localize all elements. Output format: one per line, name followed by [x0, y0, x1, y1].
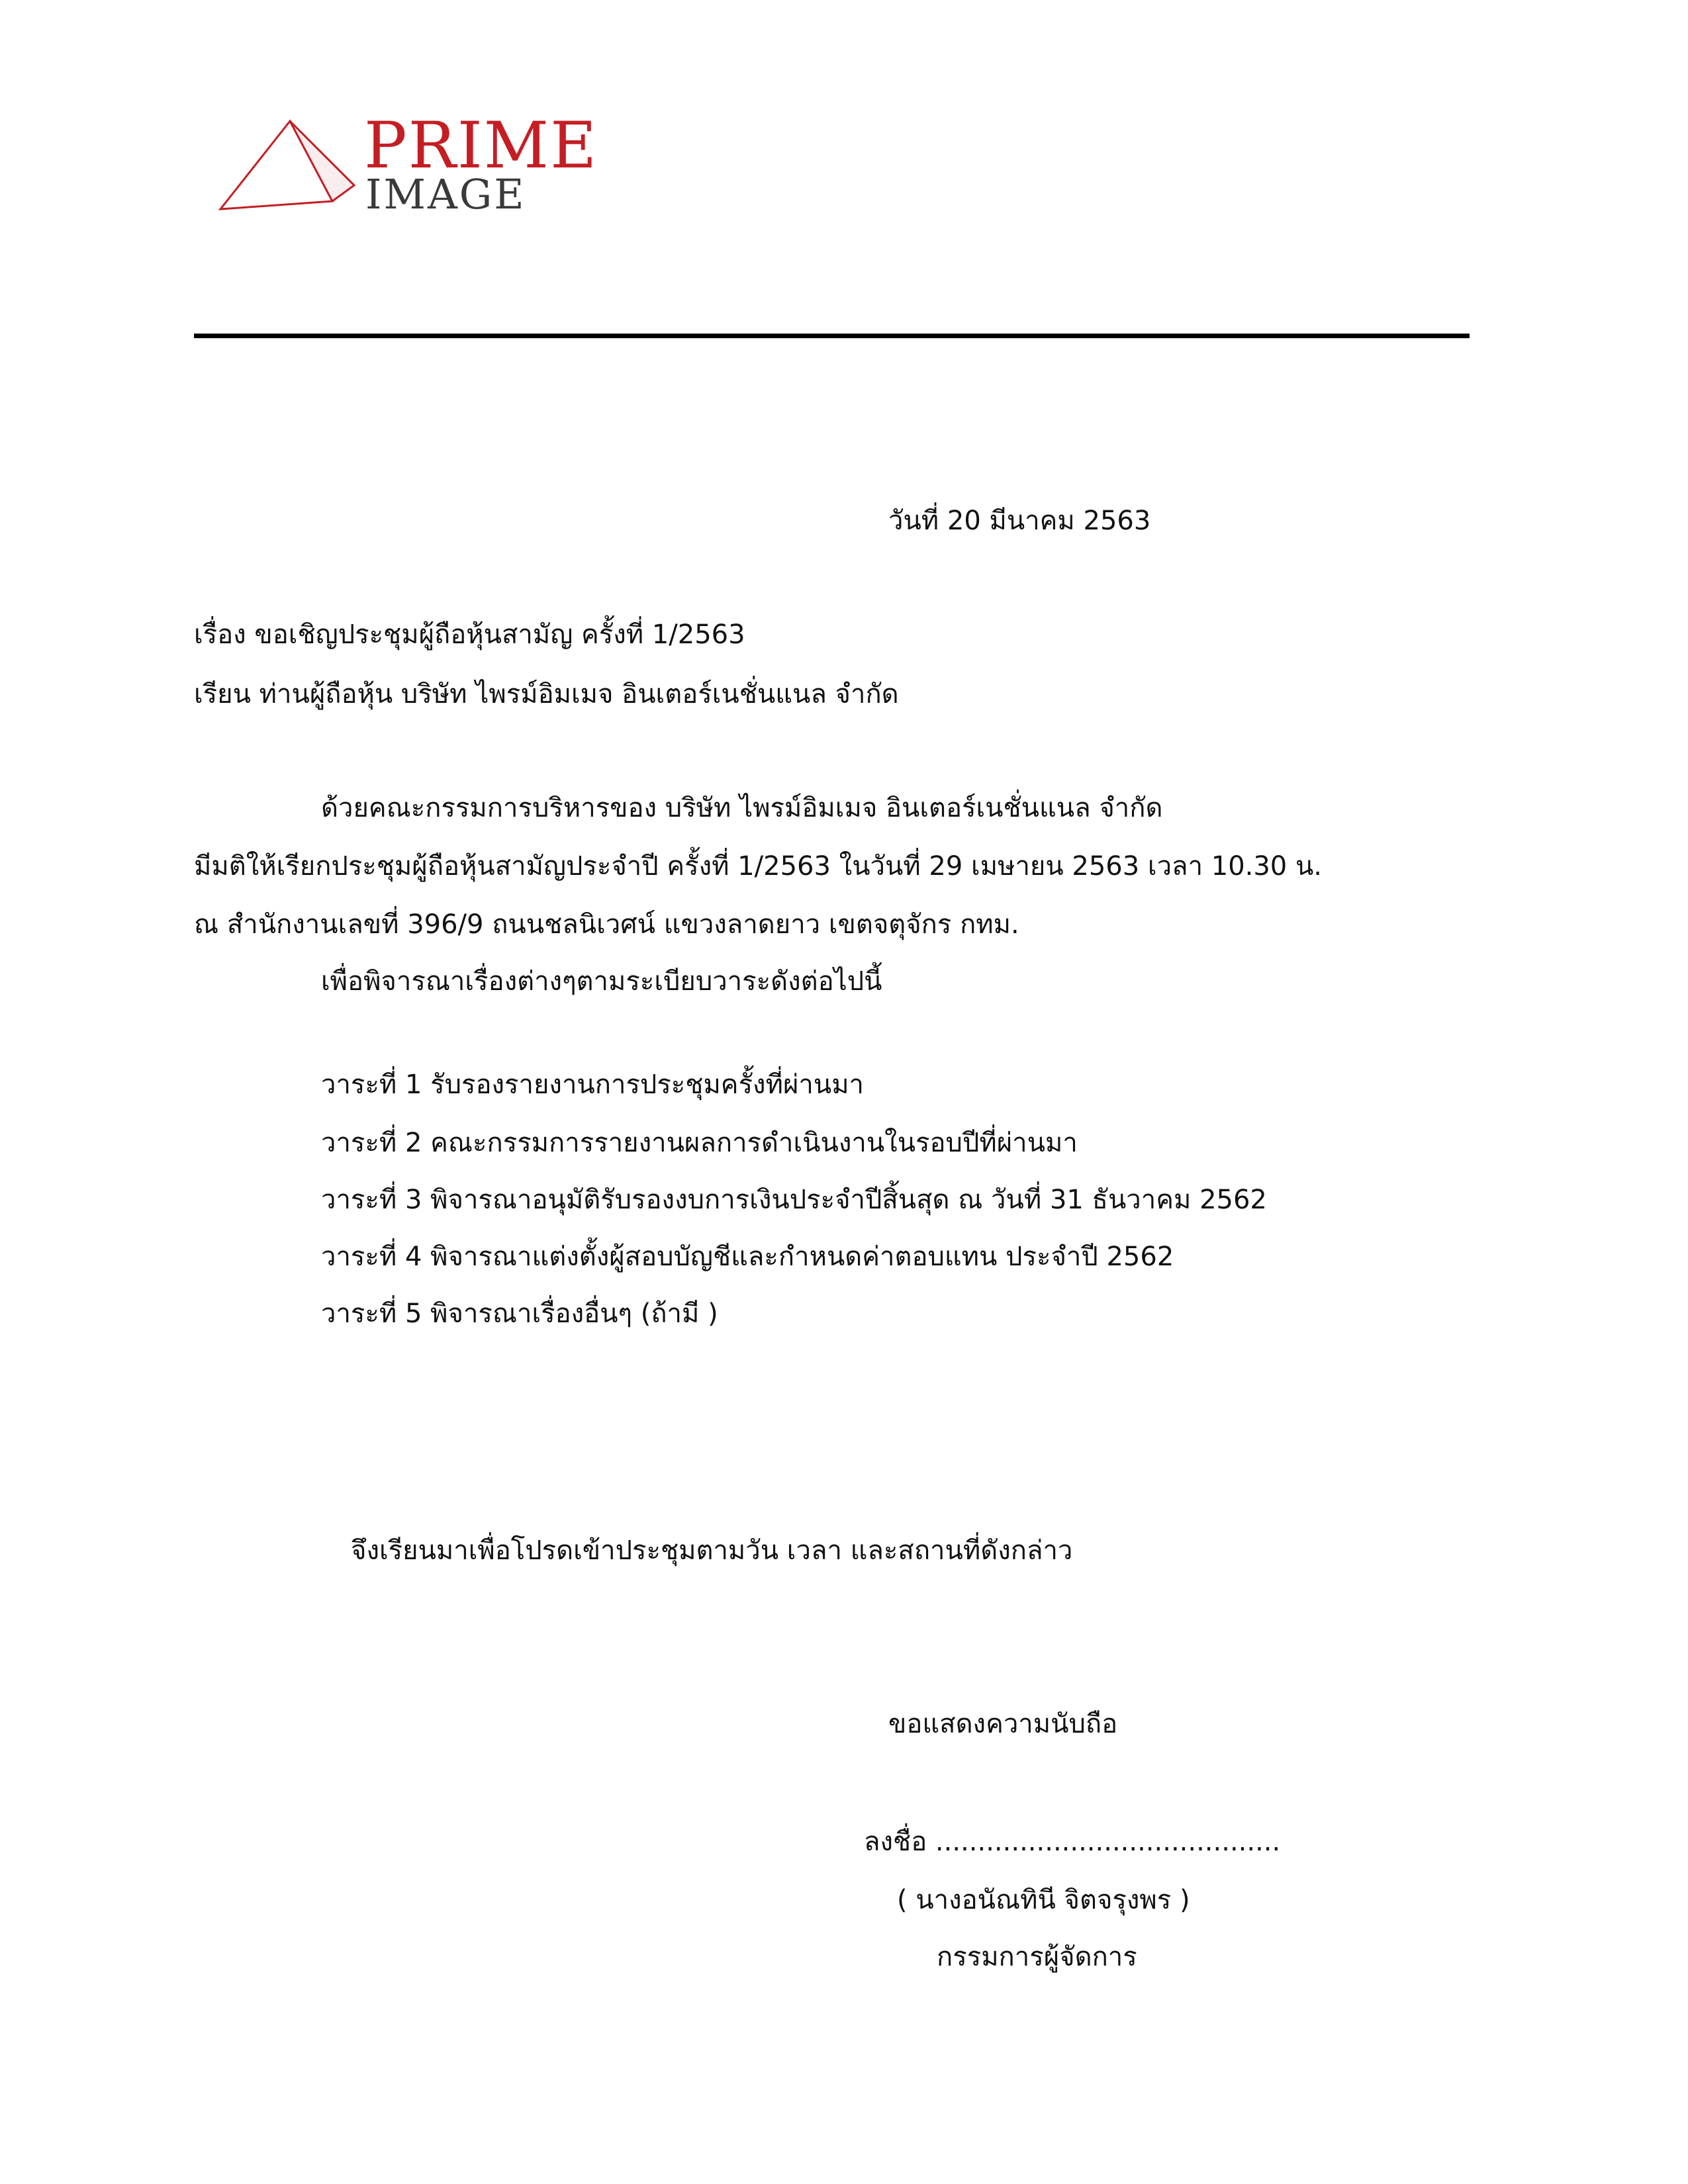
signer-name: ( นางอนัณทินี จิตจรุงพร ) — [897, 1885, 1190, 1915]
agenda-item: วาระที่ 4 พิจารณาแต่งตั้งผู้สอบบัญชีและกำหนดค่าตอบแทน ประจำปี 2562 — [321, 1242, 1174, 1272]
signer-title: กรรมการผู้จัดการ — [937, 1942, 1137, 1972]
logo-text-image: IMAGE — [365, 170, 526, 218]
body-line: มีมติให้เรียกประชุมผู้ถือหุ้นสามัญประจำปี ครั้งที่ 1/2563 ในวันที่ 29 เมษายน 2563 เวลา 10.30 น. — [194, 851, 1323, 882]
logo-text-prime: PRIME — [364, 109, 598, 183]
agenda-item: วาระที่ 3 พิจารณาอนุมัติรับรองงบการเงินประจำปีสิ้นสุด ณ วันที่ 31 ธันวาคม 2562 — [321, 1185, 1267, 1215]
letter-subject: เรื่อง ขอเชิญประชุมผู้ถือหุ้นสามัญ ครั้งที่ 1/2563 — [194, 619, 745, 650]
letter-date: วันที่ 20 มีนาคม 2563 — [888, 506, 1151, 536]
body-line: ด้วยคณะกรรมการบริหารของ บริษัท ไพรม์อิมเมจ อินเตอร์เนชั่นแนล จำกัด — [321, 793, 1163, 823]
agenda-item: วาระที่ 2 คณะกรรมการรายงานผลการดำเนินงานในรอบปีที่ผ่านมา — [321, 1128, 1078, 1158]
regards: ขอแสดงความนับถือ — [888, 1709, 1118, 1739]
body-line: เพื่อพิจารณาเรื่องต่างๆตามระเบียบวาระดังต่อไปนี้ — [321, 966, 882, 997]
closing-line: จึงเรียนมาเพื่อโปรดเข้าประชุมตามวัน เวลา และสถานที่ดังกล่าว — [351, 1535, 1073, 1566]
header-divider — [194, 334, 1470, 338]
pyramid-logo-icon — [218, 119, 357, 212]
agenda-item: วาระที่ 1 รับรองรายงานการประชุมครั้งที่ผ่านมา — [321, 1069, 865, 1100]
signature-line: ลงชื่อ ......................................... — [864, 1827, 1281, 1857]
company-logo — [218, 109, 602, 218]
letter-recipient: เรียน ท่านผู้ถือหุ้น บริษัท ไพรม์อิมเมจ อินเตอร์เนชั่นแนล จำกัด — [194, 679, 899, 709]
agenda-item: วาระที่ 5 พิจารณาเรื่องอื่นๆ (ถ้ามี ) — [321, 1298, 718, 1329]
body-line: ณ สำนักงานเลขที่ 396/9 ถนนชลนิเวศน์ แขวงลาดยาว เขตจตุจักร กทม. — [194, 909, 1019, 940]
